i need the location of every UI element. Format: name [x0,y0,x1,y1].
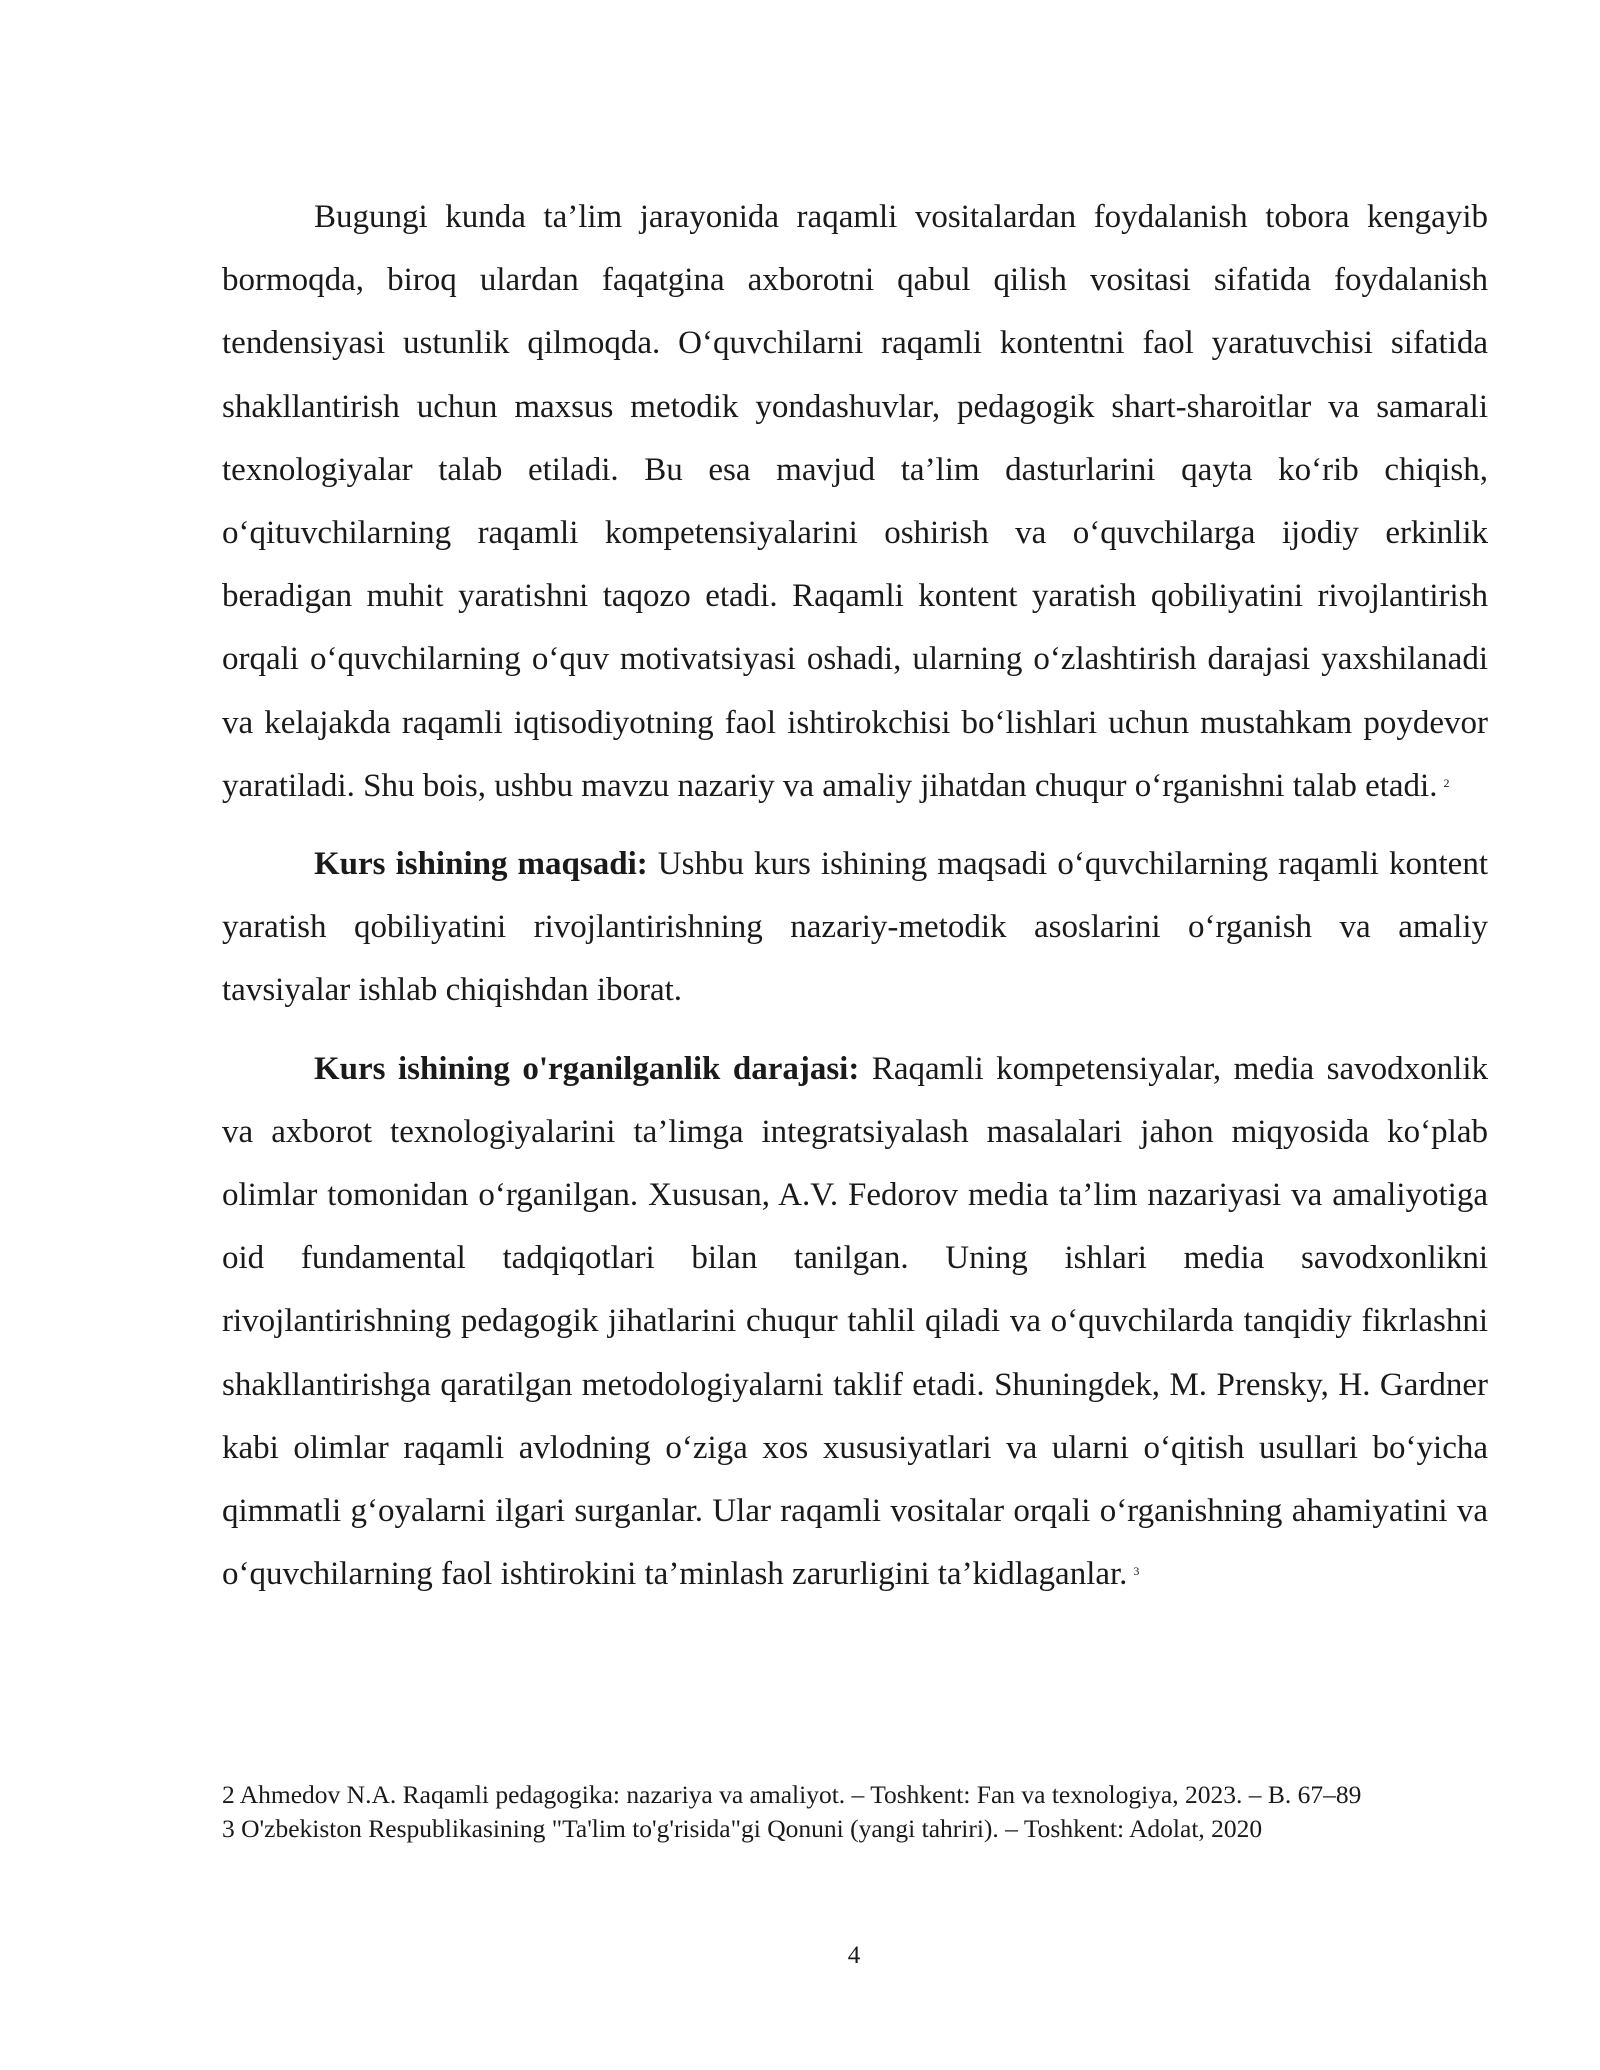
page-number: 4 [847,1942,861,1969]
body-text [222,186,1488,1606]
footnote-reference[interactable]: 3 [1133,1564,1140,1579]
footnote-item: 2 Ahmedov N.A. Raqamli pedagogika: nazariya va amaliyot. – Toshkent: Fan va texnologiya, 2023. – B. 67–89 [222,1780,1362,1809]
paragraph-heading: Kurs ishining maqsadi: [314,846,648,883]
paragraph-text: Ushbu kurs ishining maqsadi o‘quvchilarning raqamli kontent yaratish qobiliyatini rivojlantirishning nazariy-metodik asoslarini o‘rganish va amaliy tavsiyalar ishlab chiqishdan iborat. [222,846,1488,1009]
footnote-reference[interactable]: 2 [1443,775,1450,790]
paragraph-intro [222,186,1488,818]
footnote-item: 3 O'zbekiston Respublikasining "Ta'lim to'g'risida"gi Qonuni (yangi tahriri). – Toshkent: Adolat, 2020 [222,1814,1263,1843]
paragraph-research-level [222,1038,1488,1607]
paragraph-text: Bugungi kunda ta’lim jarayonida raqamli vositalardan foydalanish tobora kengayib bormoqda, biroq ulardan faqatgina axborotni qabul qilish vositasi sifatida foydalanish tendensiyasi ustunlik qilmoqda. O‘quvchilarni raqamli kontentni faol yaratuvchisi sifatida shakllantirish uchun maxsus metodik yondashuvlar, pedagogik shart-sharoitlar va samarali texnologiyalar talab etiladi. Bu esa mavjud ta’lim dasturlarini qayta ko‘rib chiqish, o‘qituvchilarning raqamli kompetensiyalarini oshirish va o‘quvchilarga ijodiy erkinlik beradigan muhit yaratishni taqozo etadi. Raqamli kontent yaratish qobiliyatini rivojlantirish orqali o‘quvchilarning o‘quv motivatsiyasi oshadi, ularning o‘zlashtirish darajasi yaxshilanadi va kelajakda raqamli iqtisodiyotning faol ishtirokchisi bo‘lishlari uchun mustahkam poydevor yaratiladi. Shu bois, ushbu mavzu nazariy va amaliy jihatdan chuqur o‘rganishni talab etadi. [222,199,1488,804]
paragraph-heading: Kurs ishining o'rganilganlik darajasi: [314,1050,860,1087]
paragraph-goal [222,833,1488,1023]
paragraph-text: Raqamli kompetensiyalar, media savodxonlik va axborot texnologiyalarini ta’limga integratsiyalash masalalari jahon miqyosida ko‘plab olimlar tomonidan o‘rganilgan. Xususan, A.V. Fedorov media ta’lim nazariyasi va amaliyotiga oid fundamental tadqiqotlari bilan tanilgan. Uning ishlari media savodxonlikni rivojlantirishning pedagogik jihatlarini chuqur tahlil qiladi va o‘quvchilarda tanqidiy fikrlashni shakllantirishga qaratilgan metodologiyalarni taklif etadi. Shuningdek, M. Prensky, H. Gardner kabi olimlar raqamli avlodning o‘ziga xos xususiyatlari va ularni o‘qitish usullari bo‘yicha qimmatli g‘oyalarni ilgari surganlar. Ular raqamli vositalar orqali o‘rganishning ahamiyatini va o‘quvchilarning faol ishtirokini ta’minlash zarurligini ta’kidlaganlar. [222,1050,1488,1593]
footnotes [222,1778,1488,1846]
